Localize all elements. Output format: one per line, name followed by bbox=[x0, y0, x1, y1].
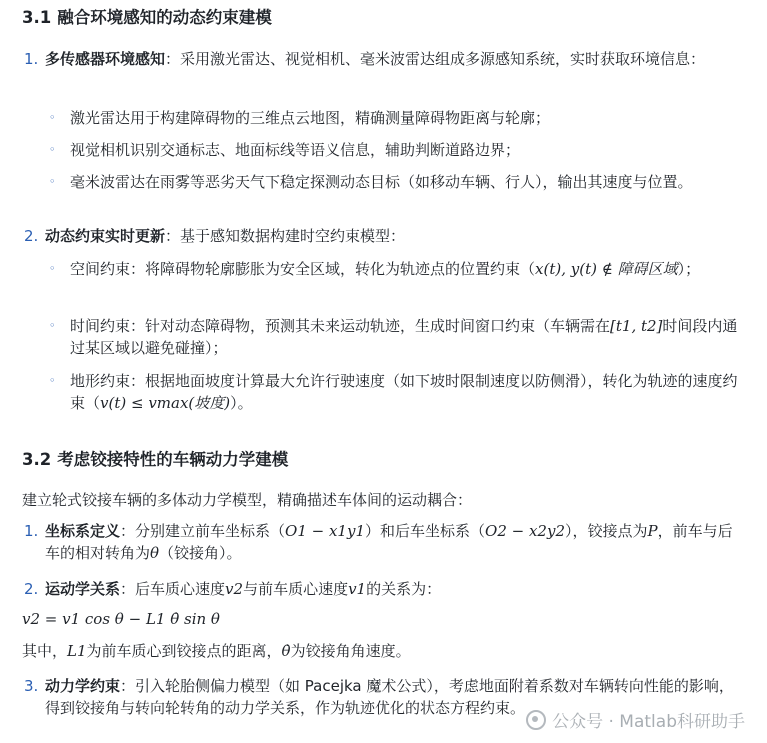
section-heading-3-2 bbox=[22, 448, 288, 472]
inline-math: θ̇ bbox=[281, 642, 291, 660]
inline-math: O1 − x1y1 bbox=[285, 522, 365, 540]
bullet-icon: ◦ bbox=[49, 111, 56, 124]
text-run: ）； bbox=[677, 260, 701, 278]
bullet-icon: ◦ bbox=[49, 374, 56, 387]
text-run: ，前车与后车的相对转角为 bbox=[45, 522, 733, 562]
text-run: （铰接角）。 bbox=[159, 544, 242, 562]
text-run: ）和后车坐标系（ bbox=[365, 522, 486, 540]
list-item-text bbox=[45, 225, 745, 247]
text-run: 时间约束：针对动态障碍物，预测其未来运动轨迹，生成时间窗口约束（车辆需在 bbox=[70, 317, 611, 335]
text-run: 时间段内通过某区域以避免碰撞）； bbox=[70, 317, 738, 357]
inline-math: v2 bbox=[225, 580, 244, 598]
list-number: 3. bbox=[24, 677, 39, 695]
bullet-icon: ◦ bbox=[49, 175, 56, 188]
text-run: ）。 bbox=[230, 394, 253, 412]
intro-paragraph: 建立轮式铰接车辆的多体动力学模型，精确描述车体间的运动耦合： bbox=[22, 491, 473, 509]
text-run: 为铰接角角速度。 bbox=[290, 642, 411, 660]
sub-item-text: 视觉相机识别交通标志、地面标线等语义信息，辅助判断道路边界； bbox=[70, 141, 521, 159]
inline-math: v1 bbox=[348, 580, 367, 598]
inline-math: O2 − x2y2 bbox=[485, 522, 565, 540]
text-run: 其中， bbox=[22, 642, 68, 660]
text-run: 空间约束：将障碍物轮廓膨胀为安全区域，转化为轨迹点的位置约束（ bbox=[70, 260, 536, 278]
section-number: 3.2 bbox=[22, 450, 52, 469]
list-number: 2. bbox=[24, 580, 39, 598]
bullet-icon: ◦ bbox=[49, 262, 56, 275]
text-run: ：分别建立前车坐标系（ bbox=[120, 522, 286, 540]
inline-math: [t1, t2] bbox=[610, 317, 663, 335]
text-run: 与前车质心速度 bbox=[243, 580, 349, 598]
list-number: 1. bbox=[24, 522, 39, 540]
where-paragraph bbox=[22, 640, 742, 662]
list-item-text bbox=[45, 48, 745, 70]
item-body: ：采用激光雷达、视觉相机、毫米波雷达组成多源感知系统，实时获取环境信息： bbox=[165, 50, 706, 68]
item-bold-label: 多传感器环境感知 bbox=[45, 50, 166, 68]
list-item-text bbox=[45, 578, 745, 600]
inline-math: P bbox=[647, 522, 658, 540]
section-title: 考虑铰接特性的车辆动力学建模 bbox=[57, 450, 289, 469]
list-item-text bbox=[45, 520, 745, 564]
display-formula: v2 = v1 cos θ − L1 θ̇ sin θ bbox=[22, 610, 220, 628]
inline-math: x(t), y(t) ∉ 障碍区域 bbox=[535, 260, 678, 278]
item-bold-label: 动态约束实时更新 bbox=[45, 227, 166, 245]
bullet-icon: ◦ bbox=[49, 319, 56, 332]
item-bold-label: 动力学约束 bbox=[45, 677, 121, 695]
text-run: ：后车质心速度 bbox=[120, 580, 226, 598]
section-heading-3-1 bbox=[22, 6, 272, 30]
sub-item-text: 毫米波雷达在雨雾等恶劣天气下稳定探测动态目标（如移动车辆、行人），输出其速度与位置。 bbox=[70, 173, 693, 191]
inline-math: L1 bbox=[67, 642, 87, 660]
inline-math: θ bbox=[150, 544, 160, 562]
item-body: ：基于感知数据构建时空约束模型： bbox=[165, 227, 406, 245]
wechat-icon bbox=[526, 710, 546, 730]
bullet-icon: ◦ bbox=[49, 143, 56, 156]
sub-item-text: 激光雷达用于构建障碍物的三维点云地图，精确测量障碍物距离与轮廓； bbox=[70, 109, 551, 127]
list-number: 1. bbox=[24, 50, 39, 68]
section-number: 3.1 bbox=[22, 8, 52, 27]
section-title: 融合环境感知的动态约束建模 bbox=[57, 8, 272, 27]
watermark bbox=[526, 710, 745, 733]
sub-item-text bbox=[70, 370, 742, 414]
text-run: 为前车质心到铰接点的距离， bbox=[86, 642, 282, 660]
sub-item-text bbox=[70, 258, 742, 280]
item-body: ：引入轮胎侧偏力模型（如 Pacejka 魔术公式），考虑地面附着系数对车辆转向性能的影响，得到铰接角与转向轮转角的动力学关系，作为轨迹优化的状态方程约束。 bbox=[45, 677, 734, 717]
inline-math: v(t) ≤ vmax(坡度) bbox=[100, 394, 231, 412]
sub-item-text bbox=[70, 315, 742, 359]
list-number: 2. bbox=[24, 227, 39, 245]
watermark-text: 公众号 · Matlab科研助手 bbox=[552, 712, 745, 732]
text-run: 地形约束：根据地面坡度计算最大允许行驶速度（如下坡时限制速度以防侧滑），转化为轨迹的速度约束（ bbox=[70, 372, 738, 412]
text-run: ），铰接点为 bbox=[564, 522, 648, 540]
text-run: 的关系为： bbox=[366, 580, 442, 598]
item-bold-label: 坐标系定义 bbox=[45, 522, 121, 540]
item-bold-label: 运动学关系 bbox=[45, 580, 121, 598]
